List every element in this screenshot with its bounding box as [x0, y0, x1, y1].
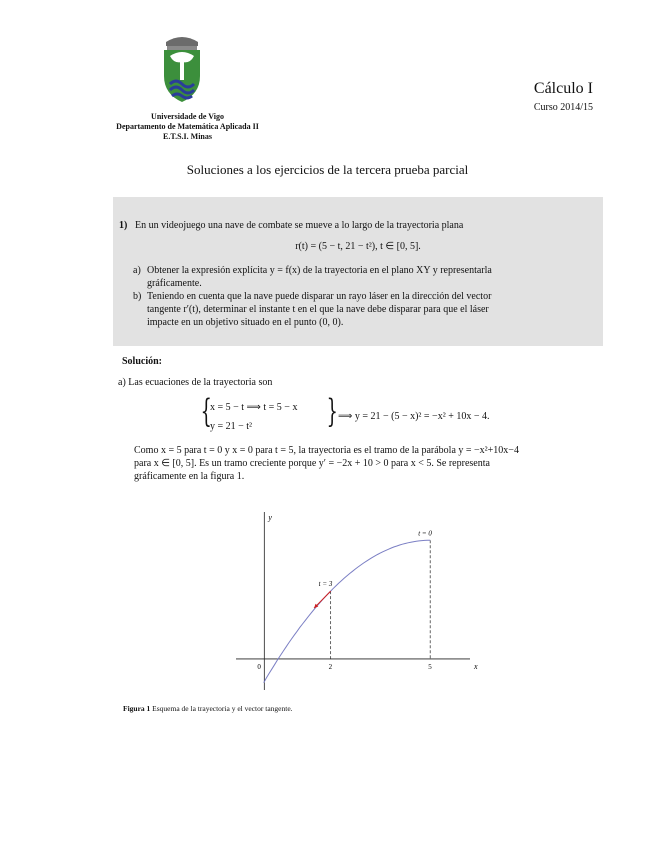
solution-part-a-intro: a) Las ecuaciones de la trayectoria son	[118, 377, 273, 388]
x-axis-label: x	[474, 661, 478, 671]
x-tick-label: 5	[428, 662, 432, 671]
system-result: ⟹ y = 21 − (5 − x)² = −x² + 10x − 4.	[338, 411, 490, 422]
solution-heading: Solución:	[122, 356, 163, 367]
x-tick-label: 2	[328, 662, 333, 671]
right-brace: }	[326, 392, 338, 430]
figure-caption	[123, 704, 293, 713]
exercise-equation: r(t) = (5 − t, 21 − t²), t ∈ [0, 5].	[295, 241, 421, 252]
figure-caption-text: Esquema de la trayectoria y el vector tangente.	[152, 704, 293, 713]
curve-annotation: t = 0	[418, 529, 432, 538]
university-name: Universidade de Vigo	[151, 112, 224, 121]
exercise-number: 1)	[119, 220, 128, 231]
part-a-label: a)	[133, 265, 141, 276]
part-b-line1: Teniendo en cuenta que la nave puede disparar un rayo láser en la dirección del vector	[147, 291, 492, 302]
x-tick-label: 0	[257, 662, 261, 671]
school-name: E.T.S.I. Minas	[163, 132, 212, 141]
part-a-line1: Obtener la expresión explícita y = f(x) de la trayectoria en el plano XY y representarla	[147, 265, 492, 276]
system-line2: y = 21 − t²	[210, 421, 253, 432]
department-name: Departamento de Matemática Aplicada II	[116, 122, 259, 131]
system-line1: x = 5 − t ⟹ t = 5 − x	[210, 402, 298, 413]
course-year: Curso 2014/15	[533, 102, 593, 113]
part-a-line2: gráficamente.	[147, 278, 202, 289]
left-brace: {	[200, 392, 212, 430]
trajectory-curve	[264, 540, 431, 682]
part-b-line2: tangente r′(t), determinar el instante t en el que la nave debe disparar para que el láser	[147, 304, 489, 315]
y-axis-label: y	[268, 513, 272, 522]
solution-paragraph-line1: Como x = 5 para t = 0 y x = 0 para t = 5, la trayectoria es el tramo de la parábola y = −x²+10x−4	[134, 445, 519, 456]
document-title: Soluciones a los ejercicios de la tercera prueba parcial	[186, 162, 469, 177]
curve-annotation: t = 3	[318, 580, 333, 589]
exercise-intro: En un videojuego una nave de combate se mueve a lo largo de la trayectoria plana	[135, 220, 464, 231]
figure-caption-label: Figura 1	[123, 704, 151, 713]
part-b-line3: impacte en un objetivo situado en el punto (0, 0).	[147, 317, 344, 328]
course-title: Cálculo I	[533, 80, 593, 97]
solution-paragraph-line3: gráficamente en la figura 1.	[134, 471, 245, 482]
solution-paragraph-line2: para x ∈ [0, 5]. Es un tramo creciente porque y′ = −2x + 10 > 0 para x < 5. Se representa	[134, 458, 490, 469]
part-b-label: b)	[133, 291, 142, 302]
